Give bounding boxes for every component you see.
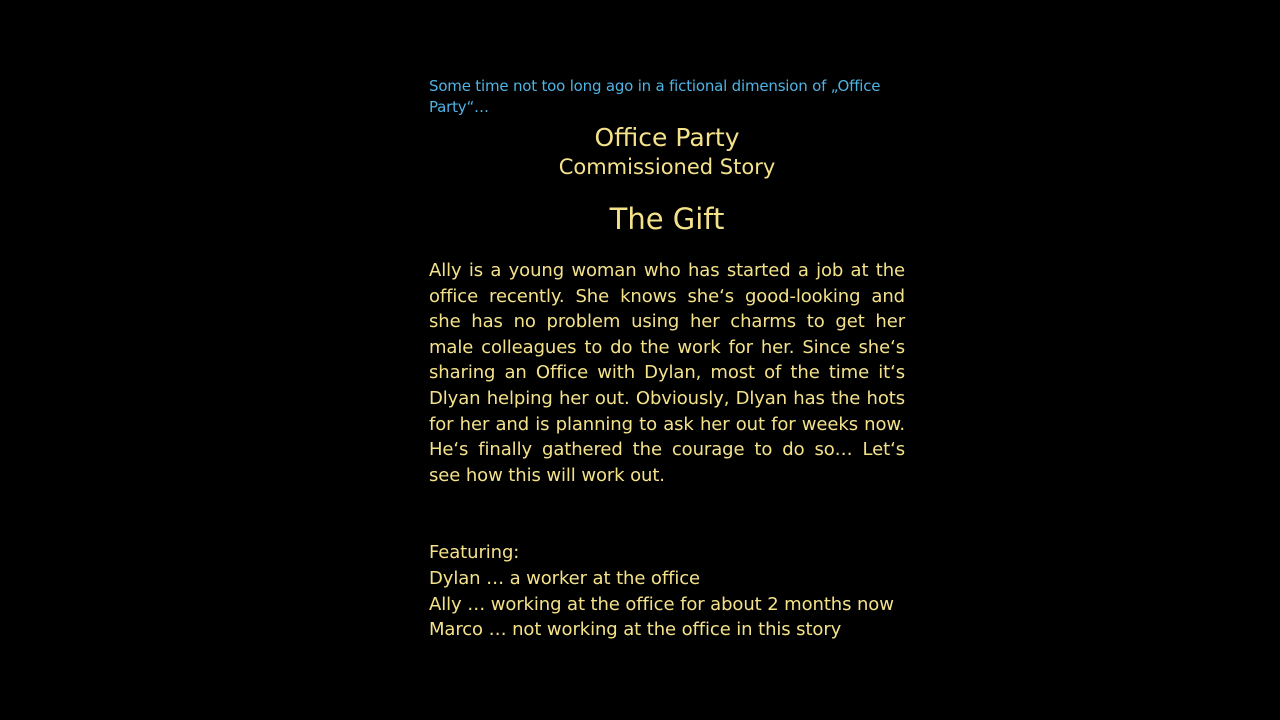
- featuring-heading: Featuring:: [429, 542, 520, 564]
- synopsis-paragraph: Ally is a young woman who has started a job at the office recently. She knows she‘s good-looking and she has no problem using her charms to get her male colleagues to do the work for her. Since she‘s sharing an Office with Dylan, most of the time it‘s Dlyan helping her out. Obviously, Dlyan has the hots for her and is planning to ask her out for weeks now. He‘s finally gathered the courage to do so… Let‘s see how this will work out.: [429, 260, 905, 486]
- story-title: The Gift: [609, 202, 725, 236]
- character-line: Dylan … a worker at the office: [429, 567, 700, 589]
- title-block: [429, 123, 905, 237]
- character-line: Marco … not working at the office in this story: [429, 619, 842, 641]
- series-subtitle: Commissioned Story: [558, 155, 776, 179]
- character-line: Ally … working at the office for about 2 months now: [429, 593, 894, 615]
- intro-text: Some time not too long ago in a fictional dimension of „Office Party“…: [429, 77, 881, 116]
- content-column: [429, 76, 905, 643]
- featuring-list: [429, 540, 905, 642]
- series-title: Office Party: [594, 123, 740, 152]
